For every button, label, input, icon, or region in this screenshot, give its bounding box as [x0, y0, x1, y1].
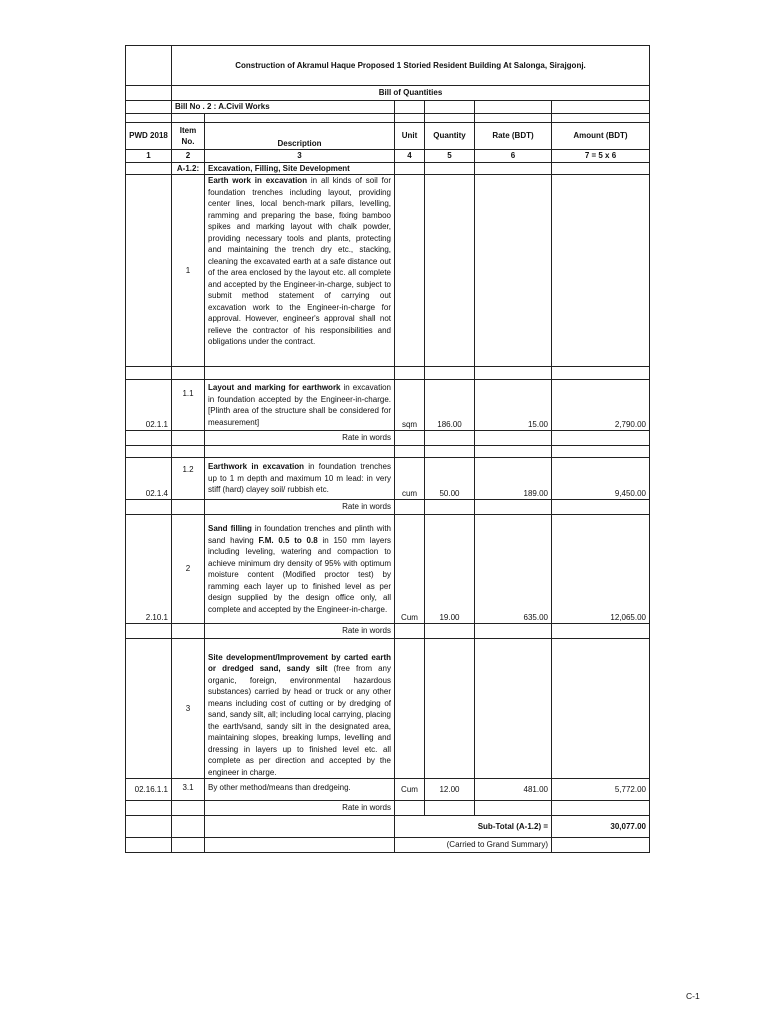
item-no: 3 — [172, 639, 205, 779]
spacer-row — [126, 367, 650, 380]
column-number-row — [126, 150, 650, 163]
item-rate: 635.00 — [475, 515, 552, 624]
bill-no: Bill No . 2 : A.Civil Works — [172, 101, 395, 114]
col-number: 1 — [126, 150, 172, 163]
rate-in-words-row — [126, 431, 650, 446]
pwd-code: 02.1.1 — [126, 380, 172, 431]
subtitle-row — [126, 86, 650, 101]
spacer-row — [126, 446, 650, 458]
boq-table — [125, 45, 650, 853]
col-quantity: Quantity — [425, 123, 475, 150]
col-number: 7 = 5 x 6 — [552, 150, 650, 163]
item-unit: Cum — [395, 515, 425, 624]
carried-row — [126, 838, 650, 853]
item-no: 1.2 — [172, 458, 205, 500]
item-no: 1 — [172, 175, 205, 367]
table-row — [126, 779, 650, 801]
rate-in-words-row — [126, 801, 650, 816]
item-description: Site development/Improvement by carted earth or dredged sand, sandy silt (free from any organic, foreign, environmental hazardous substances) carried by head or truck or any other means including cost of cutting or by dredging of sand, sandy silt, all; including local carrying, placing the earth/sand, sandy silt in the designated area, maintaining slopes, breaking lumps, levelling and dressing in layers up to finished level etc. all complete as per direction and accepted by the engineer in charge. — [205, 639, 395, 779]
pwd-code: 2.10.1 — [126, 515, 172, 624]
col-pwd: PWD 2018 — [126, 123, 172, 150]
item-description: Sand filling in foundation trenches and plinth with sand having F.M. 0.5 to 0.8 in 150 mm layers including leveling, watering and compaction to achieve minimum dry density of 95% with optimum moisture content (Modified proctor test) by ramming each layer up to finished level as per design supplied by the design office only, all complete and accepted by the Engineer-in-charge. — [205, 515, 395, 624]
item-amount: 2,790.00 — [552, 380, 650, 431]
item-unit: sqm — [395, 380, 425, 431]
rate-in-words-row — [126, 624, 650, 639]
item-quantity: 19.00 — [425, 515, 475, 624]
item-rate: 15.00 — [475, 380, 552, 431]
col-unit: Unit — [395, 123, 425, 150]
item-unit: Cum — [395, 779, 425, 801]
col-number: 3 — [205, 150, 395, 163]
pwd-code: 02.1.4 — [126, 458, 172, 500]
pwd-code: 02.16.1.1 — [126, 779, 172, 801]
page-code: C-1 — [686, 991, 700, 1001]
col-amount: Amount (BDT) — [552, 123, 650, 150]
item-rate: 481.00 — [475, 779, 552, 801]
rate-in-words-label: Rate in words — [205, 431, 395, 446]
table-row — [126, 515, 650, 624]
section-title: Excavation, Filling, Site Development — [205, 162, 395, 175]
item-description: Earth work in excavation in all kinds of soil for foundation trenches including layout, providing center lines, local bench-mark pillars, levelling, ramming and preparing the base, fixing bamboo spikes and marking layout with chalk powder, providing necessary tools and plants, protecting and maintaining the trench dry etc., stacking, cleaning the excavated earth at a safe distance out of the area enclosed by the layout etc. all complete and accepted by the Engineer-in-charge, subject to submit method statement of carrying out excavation work to the Engineer-in-charge for approval. However, engineer's approval shall not relieve the contractor of his responsibilities and obligations under the contract. — [205, 175, 395, 367]
item-quantity: 12.00 — [425, 779, 475, 801]
subtotal-label: Sub-Total (A-1.2) = — [395, 816, 552, 838]
section-row — [126, 162, 650, 175]
carried-to-summary: (Carried to Grand Summary) — [395, 838, 552, 853]
item-rate: 189.00 — [475, 458, 552, 500]
rate-in-words-label: Rate in words — [205, 500, 395, 515]
item-quantity: 186.00 — [425, 380, 475, 431]
table-row — [126, 639, 650, 779]
subtotal-row — [126, 816, 650, 838]
item-description: By other method/means than dredgeing. — [205, 779, 395, 801]
col-description: Description — [205, 123, 395, 150]
col-item-no: Item No. — [172, 123, 205, 150]
spacer-row — [126, 114, 650, 123]
item-no: 2 — [172, 515, 205, 624]
item-amount: 5,772.00 — [552, 779, 650, 801]
table-row — [126, 175, 650, 367]
section-code: A-1.2: — [172, 162, 205, 175]
item-description: Layout and marking for earthwork in excavation in foundation accepted by the Engineer-in-charge. [Plinth area of the structure shall be considered for measurement] — [205, 380, 395, 431]
document-subtitle: Bill of Quantities — [172, 86, 650, 101]
col-number: 6 — [475, 150, 552, 163]
rate-in-words-label: Rate in words — [205, 624, 395, 639]
item-amount: 12,065.00 — [552, 515, 650, 624]
boq-sheet — [125, 45, 650, 853]
rate-in-words-label: Rate in words — [205, 801, 395, 816]
bill-no-row — [126, 101, 650, 114]
item-no: 1.1 — [172, 380, 205, 431]
item-quantity: 50.00 — [425, 458, 475, 500]
title-row — [126, 46, 650, 86]
item-unit: cum — [395, 458, 425, 500]
col-rate: Rate (BDT) — [475, 123, 552, 150]
table-row — [126, 380, 650, 431]
column-header-row — [126, 123, 650, 150]
rate-in-words-row — [126, 500, 650, 515]
item-description: Earthwork in excavation in foundation trenches up to 1 m depth and maximum 10 m lead: in very stiff (hard) clayey soil/ rubbish etc. — [205, 458, 395, 500]
col-number: 5 — [425, 150, 475, 163]
document-title: Construction of Akramul Haque Proposed 1 Storied Resident Building At Salonga, Sirajgonj. — [172, 46, 650, 86]
col-number: 2 — [172, 150, 205, 163]
table-row — [126, 458, 650, 500]
item-no: 3.1 — [172, 779, 205, 801]
col-number: 4 — [395, 150, 425, 163]
subtotal-amount: 30,077.00 — [552, 816, 650, 838]
item-amount: 9,450.00 — [552, 458, 650, 500]
